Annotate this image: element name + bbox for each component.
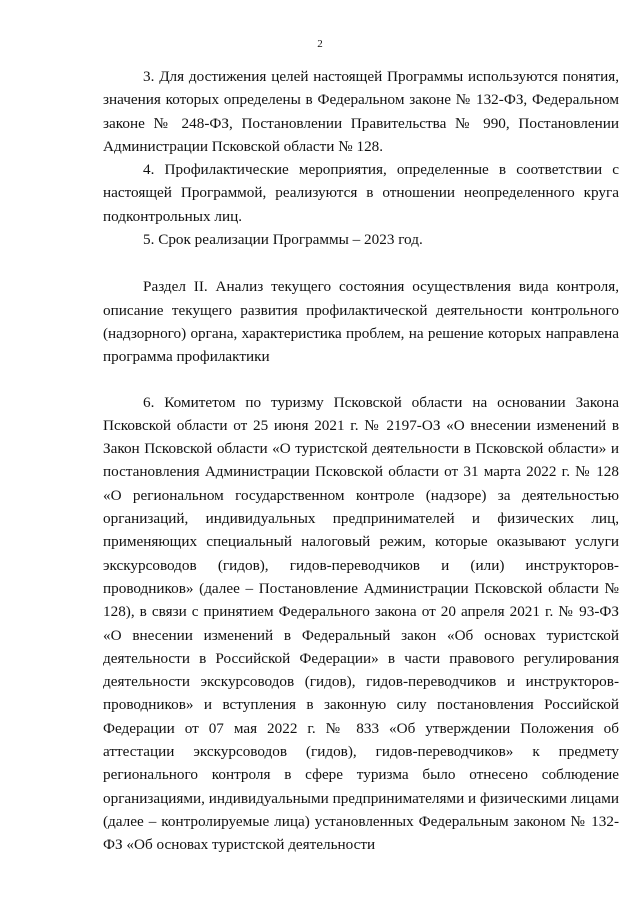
paragraph-6: 6. Комитетом по туризму Псковской области на основании Закона Псковской области от 25 июня 2021 г. № 2197-ОЗ «О внесении изменений в Закон Псковской области «О туристской деятельности в Псковской области» и постановления Администрации Псковской области от 31 марта 2022 г. № 128 «О региональном государственном контроле (надзоре) за деятельностью организаций, индивидуальных предпринимателей и физических лиц, применяющих специальный налоговый режим, которые оказывают услуги экскурсоводов (гидов), гидов-переводчиков и (или) инструкторов-проводников» (далее – Постановление Администрации Псковской области № 128), в связи с принятием Федерального закона от 20 апреля 2021 г. № 93-ФЗ «О внесении изменений в Федеральный закон «Об основах туристской деятельности в Российской Федерации» в части правового регулирования деятельности экскурсоводов (гидов), гидов-переводчиков и инструкторов-проводников» и вступления в законную силу постановления Российской Федерации от 07 мая 2022 г. № 833 «Об утверждении Положения об аттестации экскурсоводов (гидов), гидов-переводчиков» к предмету регионального контроля в сфере туризма было отнесено соблюдение организациями, индивидуальными предпринимателями и физическими лицами (далее – контролируемые лица) установленных Федеральным законом № 132-ФЗ «Об основах туристской деятельности (103, 393, 619, 854)
paragraph-5: 5. Срок реализации Программы – 2023 год. (143, 231, 423, 249)
page-number: 2 (317, 38, 323, 50)
paragraph-3: 3. Для достижения целей настоящей Программы используются понятия, значения которых определены в Федеральном законе № 132-ФЗ, Федеральном законе № 248-ФЗ, Постановлении Правительства № 990, Постановлении Администрации Псковской области № 128. (103, 68, 619, 155)
document-body (103, 65, 619, 857)
paragraph-4: 4. Профилактические мероприятия, определенные в соответствии с настоящей Программой, реализуются в отношении неопределенного круга подконтрольных лиц. (103, 161, 619, 225)
section-heading: Раздел II. Анализ текущего состояния осуществления вида контроля, описание текущего развития профилактической деятельности контрольного (надзорного) органа, характеристика проблем, на решение которых направлена программа профилактики (103, 278, 619, 366)
